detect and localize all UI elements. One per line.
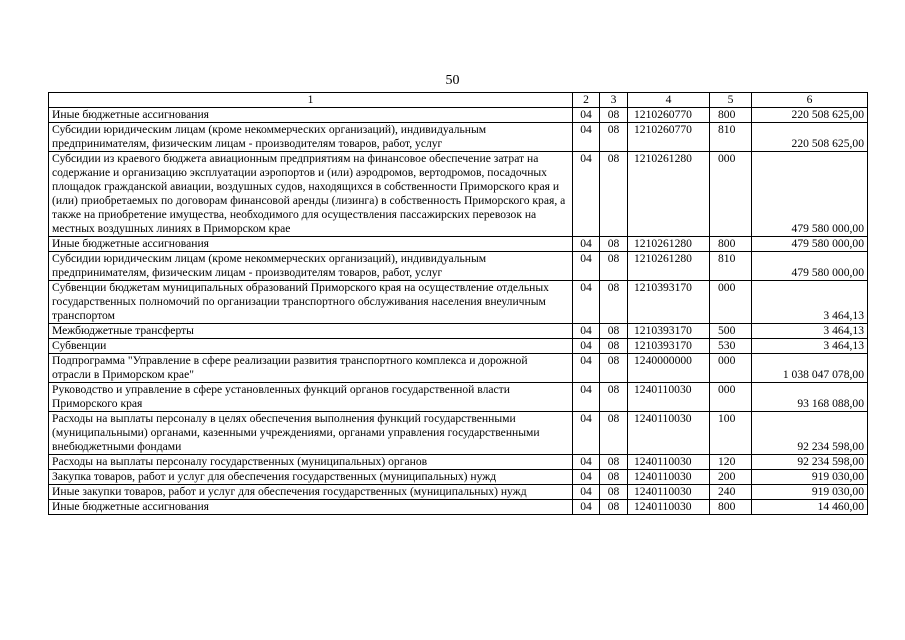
item-name: Расходы на выплаты персоналу в целях обеспечения выполнения функций государственными (муниципальными) органами, казенными учреждениями, органами управления государственными внебюджетными фондами <box>49 412 573 455</box>
item-name: Субвенции бюджетам муниципальных образований Приморского края на осуществление отдельных государственных полномочий по организации транспортного обслуживания населения внеуличным транспортом <box>49 281 573 324</box>
expense-type-code: 800 <box>710 500 752 515</box>
target-article-code: 1210261280 <box>628 237 710 252</box>
amount: 3 464,13 <box>752 324 868 339</box>
subsection-code: 08 <box>600 470 628 485</box>
table-row <box>49 354 868 383</box>
section-code: 04 <box>573 383 600 412</box>
item-name: Закупка товаров, работ и услуг для обеспечения государственных (муниципальных) нужд <box>49 470 573 485</box>
table-row <box>49 123 868 152</box>
column-header: 2 <box>573 93 600 108</box>
target-article-code: 1210393170 <box>628 324 710 339</box>
section-code: 04 <box>573 339 600 354</box>
budget-table <box>48 92 868 515</box>
expense-type-code: 200 <box>710 470 752 485</box>
amount: 479 580 000,00 <box>752 252 868 281</box>
target-article-code: 1240110030 <box>628 412 710 455</box>
section-code: 04 <box>573 455 600 470</box>
column-header: 6 <box>752 93 868 108</box>
column-header: 3 <box>600 93 628 108</box>
subsection-code: 08 <box>600 412 628 455</box>
target-article-code: 1210261280 <box>628 152 710 237</box>
section-code: 04 <box>573 152 600 237</box>
table-row <box>49 281 868 324</box>
expense-type-code: 240 <box>710 485 752 500</box>
amount: 92 234 598,00 <box>752 412 868 455</box>
amount: 919 030,00 <box>752 470 868 485</box>
amount: 479 580 000,00 <box>752 152 868 237</box>
item-name: Субсидии из краевого бюджета авиационным предприятиям на финансовое обеспечение затрат на содержание и организацию эксплуатации аэропортов и (или) аэродромов, вертодромов, посадочных площадок гражданской авиации, воздушных судов, находящихся в собственности Приморского края и (или) приобретаемых по договорам финансовой аренды (лизинга) в собственность Приморского края, а также на приобретение имущества, необходимого для осуществления пассажирских перевозок на местных воздушных линиях в Приморском крае <box>49 152 573 237</box>
table-row <box>49 252 868 281</box>
item-name: Субсидии юридическим лицам (кроме некоммерческих организаций), индивидуальным предпринимателям, физическим лицам - производителям товаров, работ, услуг <box>49 123 573 152</box>
item-name: Субвенции <box>49 339 573 354</box>
subsection-code: 08 <box>600 252 628 281</box>
expense-type-code: 120 <box>710 455 752 470</box>
section-code: 04 <box>573 354 600 383</box>
amount: 220 508 625,00 <box>752 123 868 152</box>
item-name: Иные закупки товаров, работ и услуг для обеспечения государственных (муниципальных) нужд <box>49 485 573 500</box>
amount: 1 038 047 078,00 <box>752 354 868 383</box>
target-article-code: 1210393170 <box>628 339 710 354</box>
expense-type-code: 000 <box>710 383 752 412</box>
target-article-code: 1210261280 <box>628 252 710 281</box>
table-row <box>49 383 868 412</box>
expense-type-code: 810 <box>710 123 752 152</box>
target-article-code: 1240000000 <box>628 354 710 383</box>
item-name: Субсидии юридическим лицам (кроме некоммерческих организаций), индивидуальным предпринимателям, физическим лицам - производителям товаров, работ, услуг <box>49 252 573 281</box>
subsection-code: 08 <box>600 123 628 152</box>
subsection-code: 08 <box>600 281 628 324</box>
expense-type-code: 530 <box>710 339 752 354</box>
section-code: 04 <box>573 252 600 281</box>
item-name: Подпрограмма "Управление в сфере реализации развития транспортного комплекса и дорожной отрасли в Приморском крае" <box>49 354 573 383</box>
expense-type-code: 500 <box>710 324 752 339</box>
section-code: 04 <box>573 485 600 500</box>
subsection-code: 08 <box>600 324 628 339</box>
target-article-code: 1240110030 <box>628 485 710 500</box>
target-article-code: 1210393170 <box>628 281 710 324</box>
item-name: Расходы на выплаты персоналу государственных (муниципальных) органов <box>49 455 573 470</box>
table-row <box>49 485 868 500</box>
amount: 919 030,00 <box>752 485 868 500</box>
target-article-code: 1210260770 <box>628 108 710 123</box>
subsection-code: 08 <box>600 237 628 252</box>
expense-type-code: 000 <box>710 354 752 383</box>
table-header-row <box>49 93 868 108</box>
amount: 3 464,13 <box>752 339 868 354</box>
column-header: 5 <box>710 93 752 108</box>
item-name: Иные бюджетные ассигнования <box>49 500 573 515</box>
amount: 3 464,13 <box>752 281 868 324</box>
target-article-code: 1240110030 <box>628 470 710 485</box>
subsection-code: 08 <box>600 339 628 354</box>
item-name: Иные бюджетные ассигнования <box>49 108 573 123</box>
amount: 14 460,00 <box>752 500 868 515</box>
expense-type-code: 810 <box>710 252 752 281</box>
table-row <box>49 237 868 252</box>
subsection-code: 08 <box>600 152 628 237</box>
table-row <box>49 152 868 237</box>
column-header: 4 <box>628 93 710 108</box>
target-article-code: 1240110030 <box>628 455 710 470</box>
target-article-code: 1240110030 <box>628 383 710 412</box>
column-header: 1 <box>49 93 573 108</box>
subsection-code: 08 <box>600 354 628 383</box>
table-row <box>49 324 868 339</box>
amount: 220 508 625,00 <box>752 108 868 123</box>
section-code: 04 <box>573 470 600 485</box>
expense-type-code: 800 <box>710 237 752 252</box>
section-code: 04 <box>573 237 600 252</box>
section-code: 04 <box>573 324 600 339</box>
subsection-code: 08 <box>600 455 628 470</box>
item-name: Руководство и управление в сфере установленных функций органов государственной власти Приморского края <box>49 383 573 412</box>
table-row <box>49 108 868 123</box>
section-code: 04 <box>573 123 600 152</box>
subsection-code: 08 <box>600 500 628 515</box>
table-row <box>49 412 868 455</box>
section-code: 04 <box>573 108 600 123</box>
expense-type-code: 000 <box>710 281 752 324</box>
item-name: Иные бюджетные ассигнования <box>49 237 573 252</box>
item-name: Межбюджетные трансферты <box>49 324 573 339</box>
target-article-code: 1240110030 <box>628 500 710 515</box>
subsection-code: 08 <box>600 108 628 123</box>
section-code: 04 <box>573 412 600 455</box>
expense-type-code: 800 <box>710 108 752 123</box>
target-article-code: 1210260770 <box>628 123 710 152</box>
amount: 479 580 000,00 <box>752 237 868 252</box>
table-row <box>49 455 868 470</box>
table-row <box>49 470 868 485</box>
table-row <box>49 500 868 515</box>
expense-type-code: 000 <box>710 152 752 237</box>
subsection-code: 08 <box>600 485 628 500</box>
amount: 93 168 088,00 <box>752 383 868 412</box>
page-number: 50 <box>445 73 460 88</box>
expense-type-code: 100 <box>710 412 752 455</box>
subsection-code: 08 <box>600 383 628 412</box>
section-code: 04 <box>573 500 600 515</box>
section-code: 04 <box>573 281 600 324</box>
table-row <box>49 339 868 354</box>
amount: 92 234 598,00 <box>752 455 868 470</box>
